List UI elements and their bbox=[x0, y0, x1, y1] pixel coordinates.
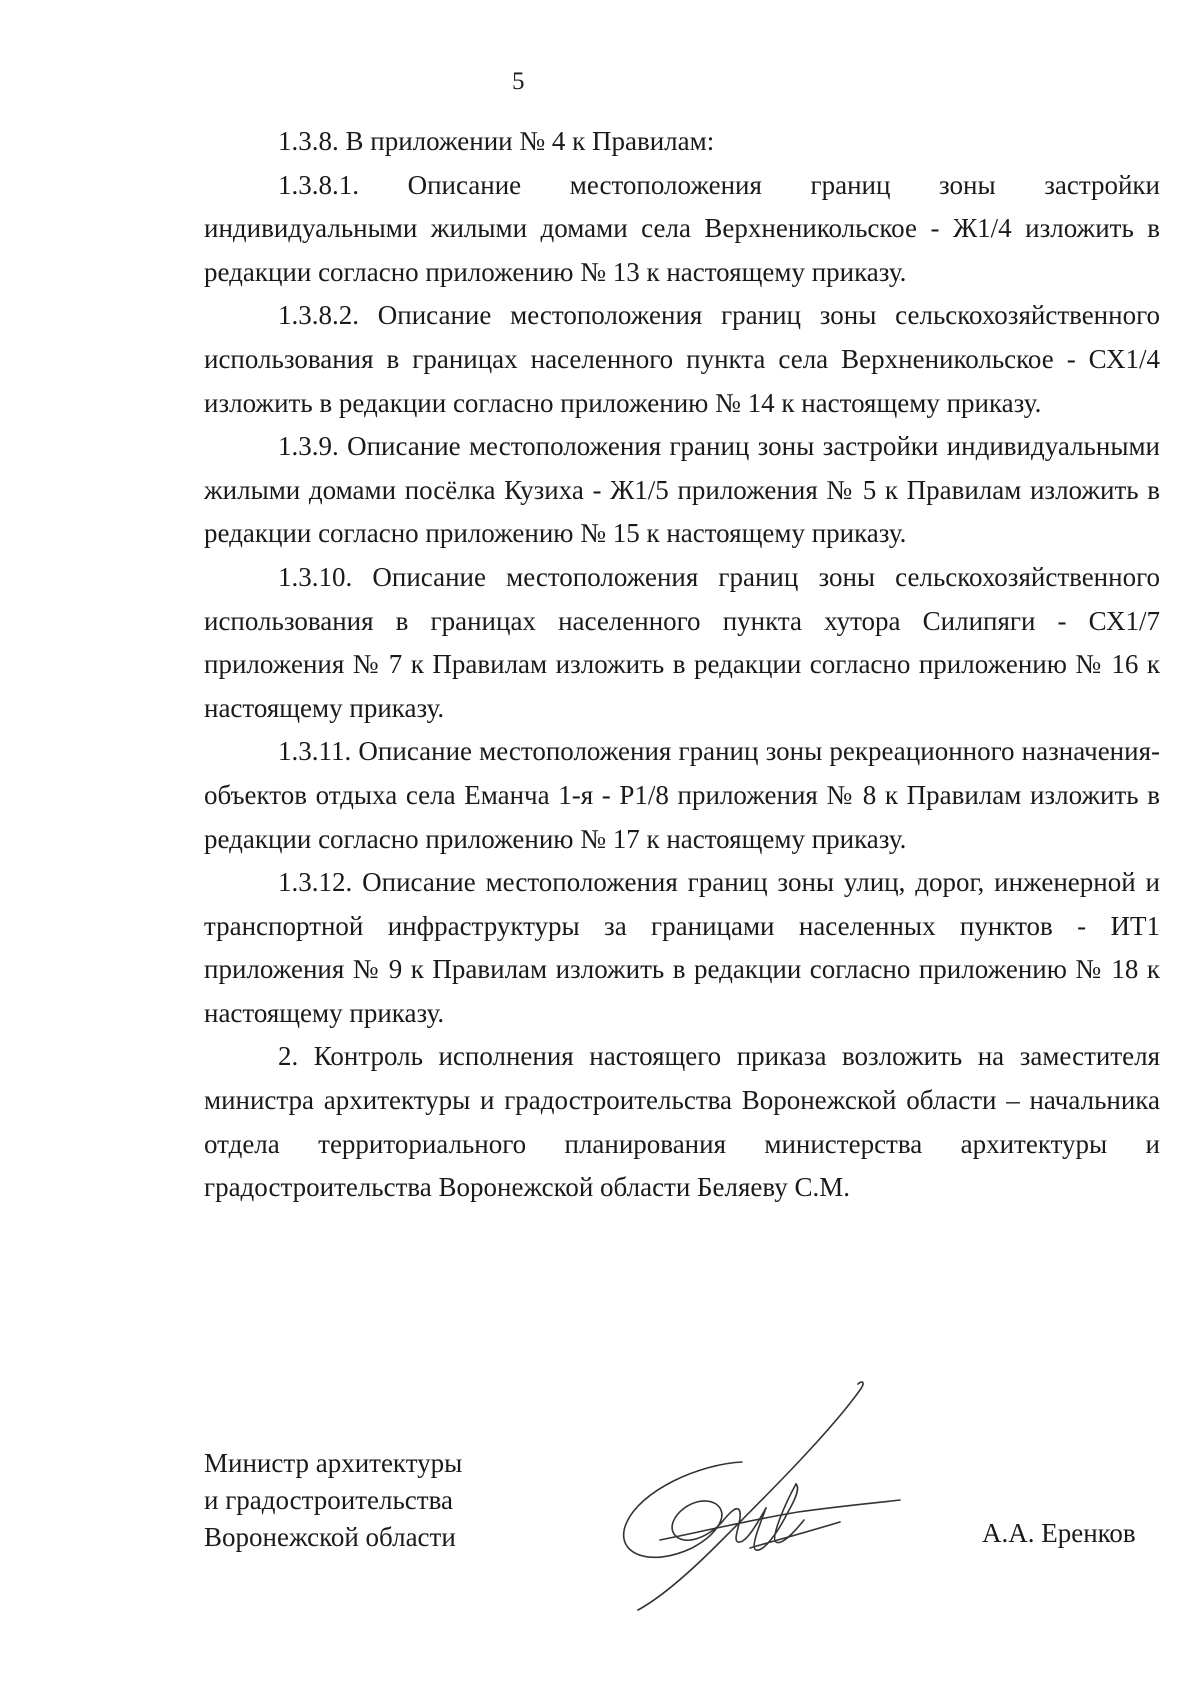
paragraph-1-3-12: 1.3.12. Описание местоположения границ зоны улиц, дорог, инженерной и транспортной инфраструктуры за границами населенных пунктов - ИТ1 приложения № 9 к Правилам изложить в редакции согласно приложению № 18 к настоящему приказу. bbox=[204, 867, 1160, 1028]
paragraph-1-3-10: 1.3.10. Описание местоположения границ зоны сельскохозяйственного использования в границах населенного пункта хутора Силипяги - СХ1/7 приложения № 7 к Правилам изложить в редакции согласно приложению № 16 к настоящему приказу. bbox=[204, 561, 1160, 723]
paragraph-1-3-11: 1.3.11. Описание местоположения границ зоны рекреационного назначения-объектов отдыха села Еманча 1-я - Р1/8 приложения № 8 к Правилам изложить в редакции согласно приложению № 17 к настоящему приказу. bbox=[204, 736, 1160, 854]
paragraph-1-3-8: 1.3.8. В приложении № 4 к Правилам: bbox=[278, 126, 715, 156]
signatory-title-line-3: Воронежской области bbox=[204, 1522, 456, 1552]
page-number: 5 bbox=[512, 68, 525, 95]
handwritten-signature bbox=[600, 1372, 930, 1612]
paragraph-1-3-8-2: 1.3.8.2. Описание местоположения границ зоны сельскохозяйственного использования в границах населенного пункта села Верхненикольское - СХ1/4 изложить в редакции согласно приложению № 14 к настоящему приказу. bbox=[204, 300, 1160, 418]
paragraph-1-3-8-1: 1.3.8.1. Описание местоположения границ зоны застройки индивидуальными жилыми домами села Верхненикольское - Ж1/4 изложить в редакции согласно приложению № 13 к настоящему приказу. bbox=[204, 169, 1160, 287]
signatory-title bbox=[204, 1445, 462, 1556]
paragraph-2-control: 2. Контроль исполнения настоящего приказа возложить на заместителя министра архитектуры и градостроительства Воронежской области – начальника отдела территориального планирования министерства архитектуры и градостроительства Воронежской области Беляеву С.М. bbox=[204, 1041, 1160, 1203]
signatory-title-line-2: и градостроительства bbox=[204, 1485, 453, 1515]
signatory-title-line-1: Министр архитектуры bbox=[204, 1448, 463, 1478]
signatory-name: А.А. Еренков bbox=[982, 1518, 1136, 1548]
document-body bbox=[204, 120, 1160, 1210]
paragraph-1-3-9: 1.3.9. Описание местоположения границ зоны застройки индивидуальными жилыми домами посёлка Кузиха - Ж1/5 приложения № 5 к Правилам изложить в редакции согласно приложению № 15 к настоящему приказу. bbox=[204, 431, 1160, 549]
